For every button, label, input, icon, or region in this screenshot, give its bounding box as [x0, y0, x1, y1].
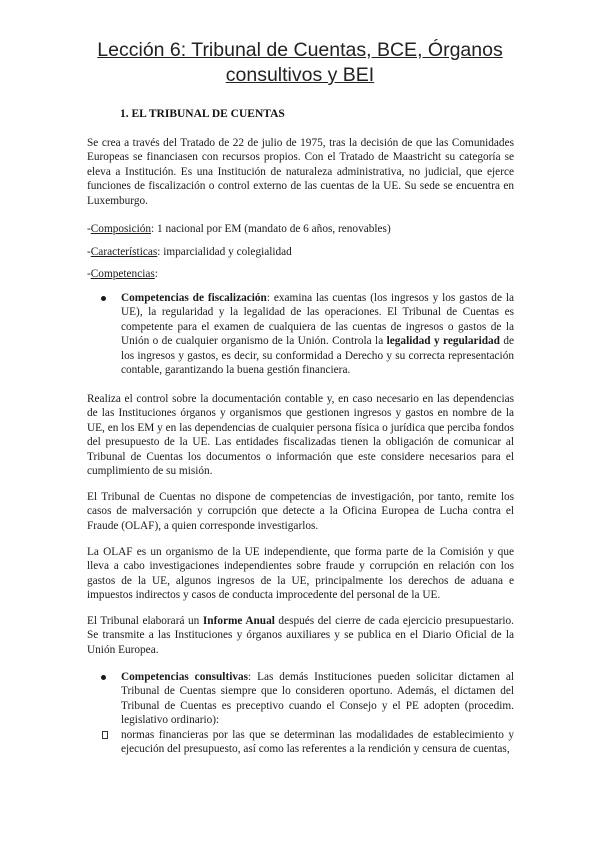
olaf-remit-paragraph: El Tribunal de Cuentas no dispone de competencias de investigación, por tanto, remite los casos de malversación y corrupción que detecte a la Oficina Europea de Lucha contra el Fraude (OLAF), a quien corresponde investigarlos. — [87, 491, 514, 532]
fiscalizacion-text — [121, 291, 514, 377]
informe-bold: Informe Anual — [202, 615, 275, 627]
consultivas-desc: : Las demás Instituciones pueden solicitar dictamen al Tribunal de Cuentas siempre que lo consideren oportuno. Además, el dictamen del Tribunal de Cuentas es preceptivo cuando el Consejo y el PE adopten (procedim. legislativo ordinario): — [121, 671, 514, 727]
olaf-paragraph: La OLAF es un organismo de la UE independiente, que forma parte de la Comisión y que lleva a cabo investigaciones independientes sobre fraude y corrupción en relación con los gastos de la UE, algunos ingresos de la UE, principalmente los derechos de aduana e impuestos indirectos y casos de conducta improcedente del personal de la UE. — [87, 546, 514, 602]
composicion-line: -Composición: 1 nacional por EM (mandato de 6 años, renovables) — [87, 223, 391, 235]
caracteristicas-line: -Características: imparcialidad y colegialidad — [87, 246, 292, 258]
informe-text-b: después del cierre de cada ejercicio presupuestario. Se transmite a las Instituciones y órganos auxiliares y se publica en el Diario Oficial de la Unión Europea. — [87, 615, 514, 656]
page-title: Lección 6: Tribunal de Cuentas, BCE, Órganos consultivos y BEI — [97, 39, 503, 86]
bullet-icon — [101, 296, 106, 301]
fiscalizacion-bold: legalidad y regularidad — [386, 335, 500, 348]
composicion-text: : 1 nacional por EM (mandato de 6 años, renovables) — [151, 223, 391, 235]
consultivas-term: Competencias consultivas — [121, 671, 249, 683]
consultivas-text — [121, 670, 514, 728]
checkbox-glyph-icon — [102, 731, 108, 739]
fiscalizacion-text-a: : examina las cuentas (los ingresos y los gastos de la UE), la regularidad y la legalidad de las operaciones. El Tribunal de Cuentas es competente para el examen de cualquiera de las cuentas de ingresos o gastos de la Unión o de cualquier organismo de la Unión. Controla la — [121, 292, 514, 348]
informe-text-a: El Tribunal elaborará un — [87, 615, 203, 627]
normas-text: normas financieras por las que se determinan las modalidades de establecimiento y ejecución del presupuesto, así como las referentes a la rendición y censura de cuentas, — [121, 729, 514, 756]
fiscalizacion-term: Competencias de fiscalización — [121, 292, 267, 304]
competencias-label: Competencias — [90, 268, 155, 280]
fiscalizacion-text-b: de los ingresos y gastos, es decir, su conformidad a Derecho y su correcta representación contable, garantizando la buena gestión financiera. — [121, 335, 514, 377]
bullet-icon — [101, 675, 106, 680]
caracteristicas-text: : imparcialidad y colegialidad — [157, 246, 292, 258]
caracteristicas-label: Características — [90, 246, 158, 258]
composicion-label: Composición — [90, 223, 152, 235]
control-paragraph: Realiza el control sobre la documentación contable y, en caso necesario en las dependencias de las Instituciones órganos y organismos que gestionen ingresos y gastos en nombre de la UE, en los EM y en las dependencias de cualquier persona física o jurídica que perciba fondos del presupuesto de la UE. Las entidades fiscalizadas tienen la obligación de comunicar al Tribunal de Cuentas los documentos o información que este considere necesarios para el cumplimiento de su misión. — [87, 393, 514, 478]
competencias-line: -Competencias: — [87, 268, 158, 280]
section-heading: 1. EL TRIBUNAL DE CUENTAS — [120, 108, 285, 120]
informe-paragraph — [87, 614, 514, 657]
intro-paragraph: Se crea a través del Tratado de 22 de julio de 1975, tras la decisión de que las Comunidades Europeas se financiasen con recursos propios. Con el Tratado de Maastricht su categoría se eleva a Institución. Es una Institución de naturaleza administrativa, no judicial, que ejerce funciones de fiscalización o control externo de las cuentas de la UE. Su sede se encuentra en Luxemburgo. — [87, 137, 514, 207]
competencias-text: : — [154, 268, 158, 280]
